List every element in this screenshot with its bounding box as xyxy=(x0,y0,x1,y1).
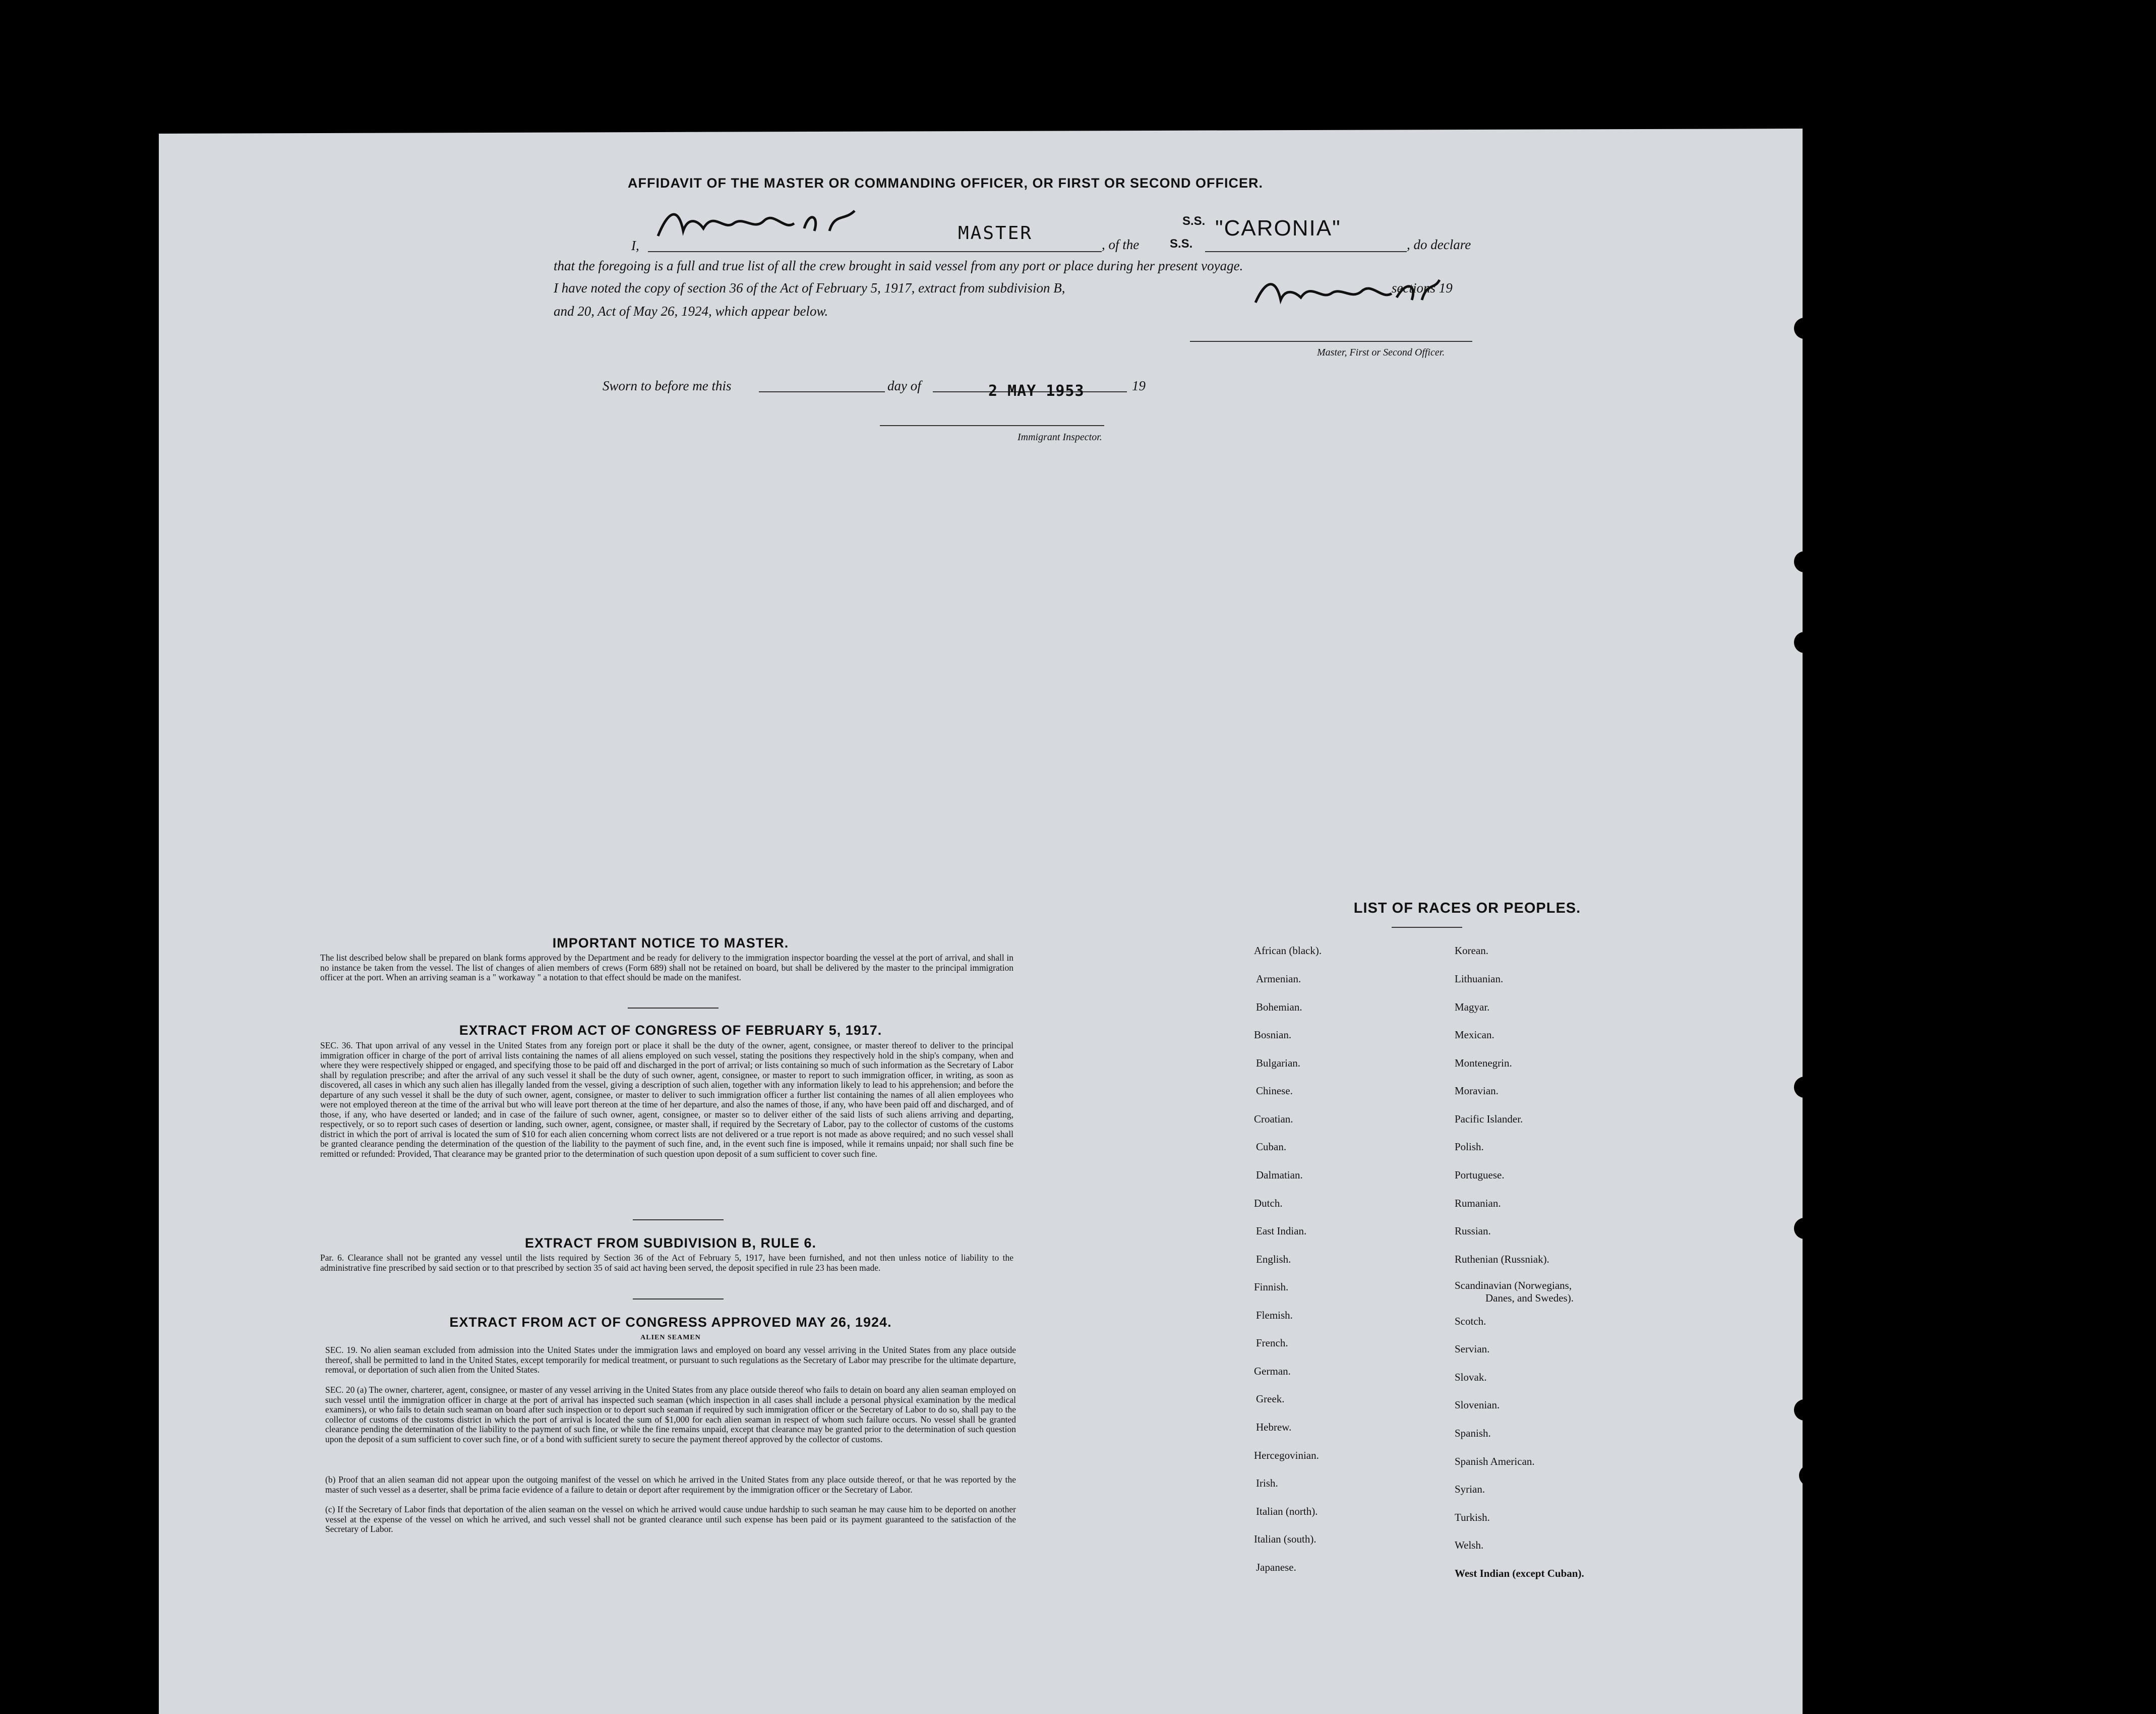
sworn-year: 19 xyxy=(1132,378,1146,393)
affidavit-body-line2: I have noted the copy of section 36 of the Act of February 5, 1917, extract from subdivision B, xyxy=(554,280,1065,295)
race-item: Italian (south). xyxy=(1254,1533,1316,1545)
extract-1917-text: SEC. 36. That upon arrival of any vessel in the United States from any foreign port or place it shall be the duty of the owner, agent, consignee, or master thereof to deliver to the principal immigration officer in charge of the port of arrival lists containing the names of all aliens employed on such vessel, stating the positions they respectively hold in the ship's company, when and where they were respectively shipped or engaged, and specifying those to be paid off and discharged in the port of arrival; or lists containing so much of such information as the Secretary of Labor shall by regulation prescribe; and after the arrival of any such vessel it shall be the duty of such owner, agent, consignee, or master to report to such immigration officer, in writing, as soon as discovered, all cases in which any such alien has illegally landed from the vessel, giving a description of such alien, together with any information likely to lead to his apprehension; and before the departure of any such vessel it shall be the duty of such owner, agent, consignee, or master to deliver to such immigration officer a further list containing the names of all alien employees who were not employed thereon at the time of the arrival but who will leave port thereon at the time of her departure, and also the names of those, if any, who have been paid off and discharged, and of those, if any, who have deserted or landed; and in case of the failure of such owner, agent, consignee, or master so to deliver either of the said lists of such aliens arriving and departing, respectively, or so to report such cases of desertion or landing, such owner, agent, consignee, or master shall, if required by the Secretary of Labor, pay to the collector of customs of the customs district in which the port of arrival is located the sum of $10 for each alien concerning whom correct lists are not delivered or a true report is not made as above required; and no such vessel shall be granted clearance pending the determination of the question of the liability to the payment of such fine, and, in the event such fine is imposed, while it remains unpaid; nor shall such fine be remitted or refunded: Provided, That clearance may be granted prior to the determination of such question upon deposit of a sum sufficient to cover such fine. xyxy=(320,1040,1013,1159)
race-item: East Indian. xyxy=(1256,1225,1307,1237)
punch-hole xyxy=(1799,1465,1820,1486)
race-item: Irish. xyxy=(1256,1477,1278,1489)
race-item: Magyar. xyxy=(1455,1001,1490,1013)
affidavit-do-declare: , do declare xyxy=(1407,237,1471,252)
affidavit-of-the: , of the xyxy=(1102,237,1140,252)
affidavit-body-line2-end: sections 19 xyxy=(1392,280,1453,295)
race-item: Syrian. xyxy=(1455,1483,1485,1495)
race-item: Spanish American. xyxy=(1455,1455,1535,1467)
race-item: Russian. xyxy=(1455,1225,1491,1237)
race-item: Servian. xyxy=(1455,1343,1490,1355)
race-item: Hercegovinian. xyxy=(1254,1449,1319,1461)
race-item: Lithuanian. xyxy=(1455,973,1504,985)
ship-name-line xyxy=(1205,251,1407,252)
race-item: Korean. xyxy=(1455,944,1489,957)
race-item: Mexican. xyxy=(1455,1029,1494,1041)
ship-prefix-typed: S.S. xyxy=(1182,214,1206,228)
punch-hole xyxy=(1794,1218,1815,1239)
race-item: Cuban. xyxy=(1256,1141,1287,1153)
section-divider xyxy=(633,1219,724,1220)
race-item: Flemish. xyxy=(1256,1309,1293,1321)
race-item: Rumanian. xyxy=(1455,1197,1501,1209)
race-item: Slovak. xyxy=(1455,1371,1487,1383)
notice-text: The list described below shall be prepared on blank forms approved by the Department and be ready for delivery to the immigration inspector boarding the vessel at the port of arrival, and shall in no instance be taken from the vessel. The list of changes of alien members of crews (Form 689) shall not be retained on board, but shall be delivered by the master to the principal immigration officer at the port. When an arriving seaman is a " workaway " a notation to that effect should be made on the manifest. xyxy=(320,953,1013,982)
signature-label: Master, First or Second Officer. xyxy=(1317,347,1445,358)
races-divider xyxy=(1392,927,1462,928)
extract-1917-title: EXTRACT FROM ACT OF CONGRESS OF FEBRUARY 5, 1917. xyxy=(459,1023,882,1038)
race-item: Bosnian. xyxy=(1254,1029,1292,1041)
punch-hole xyxy=(1794,632,1815,653)
race-item: Croatian. xyxy=(1254,1113,1293,1125)
race-item-continuation: Danes, and Swedes). xyxy=(1485,1292,1574,1304)
ship-prefix-printed: S.S. xyxy=(1170,237,1193,251)
race-item: Moravian. xyxy=(1455,1085,1499,1097)
race-item: French. xyxy=(1256,1337,1288,1349)
race-item: Spanish. xyxy=(1455,1427,1491,1439)
race-item: Bohemian. xyxy=(1256,1001,1302,1013)
inspector-label: Immigrant Inspector. xyxy=(1017,432,1102,443)
race-item: Armenian. xyxy=(1256,973,1301,985)
race-item: Turkish. xyxy=(1455,1511,1490,1523)
race-item: Polish. xyxy=(1455,1141,1484,1153)
race-item: Greek. xyxy=(1256,1393,1285,1405)
races-title: LIST OF RACES OR PEOPLES. xyxy=(1353,900,1581,916)
sworn-prefix: Sworn to before me this xyxy=(603,378,732,393)
master-signature xyxy=(653,201,865,246)
race-item: Bulgarian. xyxy=(1256,1057,1301,1069)
race-item: Finnish. xyxy=(1254,1281,1289,1293)
race-item: Scotch. xyxy=(1455,1315,1486,1327)
rank-typed: MASTER xyxy=(958,223,1033,244)
extract-1924-sec19: SEC. 19. No alien seaman excluded from admission into the United States under the immigration laws and employed on board any vessel arriving in the United States from any place outside thereof, shall be permitted to land in the United States, except temporarily for medical treatment, or pursuant to such regulations as the Secretary of Labor may prescribe for the ultimate departure, removal, or deportation of such alien from the United States. xyxy=(325,1345,1016,1375)
affidavit-body-line3: and 20, Act of May 26, 1924, which appear below. xyxy=(554,304,828,319)
race-item: Portuguese. xyxy=(1455,1169,1505,1181)
extract-1924-sec20c: (c) If the Secretary of Labor finds that deportation of the alien seaman on the vessel on which he arrived would cause undue hardship to such seaman he may cause him to be deported on another vessel at the expense of the vessel on which he arrived, and such vessel shall not be granted clearance until such expense has been paid or its payment guaranteed to the satisfaction of the Secretary of Labor. xyxy=(325,1504,1016,1534)
race-item: German. xyxy=(1254,1365,1291,1377)
race-item: Scandinavian (Norwegians, xyxy=(1455,1279,1572,1291)
sworn-day-of: day of xyxy=(887,378,921,393)
race-item: Dalmatian. xyxy=(1256,1169,1303,1181)
punch-hole xyxy=(1794,318,1815,339)
second-signature xyxy=(1250,272,1442,313)
date-stamp: 2 MAY 1953 xyxy=(988,382,1085,400)
extract-1924-title: EXTRACT FROM ACT OF CONGRESS APPROVED MAY 26, 1924. xyxy=(449,1315,892,1330)
race-item: Chinese. xyxy=(1256,1085,1293,1097)
notice-title: IMPORTANT NOTICE TO MASTER. xyxy=(552,935,789,951)
signature-line xyxy=(1190,341,1472,342)
race-item: West Indian (except Cuban). xyxy=(1455,1567,1584,1579)
extract-1924-sec20b: (b) Proof that an alien seaman did not appear upon the outgoing manifest of the vessel on which he arrived in the United States from any place outside thereof, or that he was reported by the master of such vessel as a deserter, shall be prima facie evidence of a failure to detain or deport after requirement by the immigration officer or the Secretary of Labor. xyxy=(325,1474,1016,1495)
race-item: Montenegrin. xyxy=(1455,1057,1512,1069)
ship-name: "CARONIA" xyxy=(1215,216,1341,241)
punch-hole xyxy=(1794,1077,1815,1098)
race-item: Italian (north). xyxy=(1256,1505,1318,1517)
affidavit-title: AFFIDAVIT OF THE MASTER OR COMMANDING OFFICER, OR FIRST OR SECOND OFFICER. xyxy=(628,175,1263,191)
section-divider xyxy=(633,1298,724,1299)
race-item: Pacific Islander. xyxy=(1455,1113,1523,1125)
affidavit-i-prefix: I, xyxy=(631,238,639,253)
affidavit-body-line1: that the foregoing is a full and true list of all the crew brought in said vessel from any port or place during her present voyage. xyxy=(554,258,1243,273)
race-item: Dutch. xyxy=(1254,1197,1283,1209)
extract-1924-sec20a: SEC. 20 (a) The owner, charterer, agent, consignee, or master of any vessel arriving in the United States from any place outside thereof who fails to detain on board any alien seaman employed on such vessel until the immigration officer in charge at the port of arrival has inspected such seaman (which inspection in all cases shall include a personal physical examination by the medical examiners), or who fails to detain such seaman on board after such inspection or to deport such seaman if required by such immigration officer or the Secretary of Labor to do so, shall pay to the collector of customs of the customs district in which the port of arrival is located the sum of $1,000 for each alien seaman in respect of whom such failure occurs. No vessel shall be granted clearance pending the determination of the liability to the payment of such fine, or while the fine remains unpaid, except that clearance may be granted prior to the determination of such question upon the deposit of a sum sufficient to cover such fine, or of a bond with sufficient surety to secure the payment thereof approved by the collector of customs. xyxy=(325,1385,1016,1444)
punch-hole xyxy=(1794,551,1815,572)
race-item: Ruthenian (Russniak). xyxy=(1455,1253,1549,1265)
race-item: English. xyxy=(1256,1253,1291,1265)
subdivision-b-title: EXTRACT FROM SUBDIVISION B, RULE 6. xyxy=(524,1235,817,1251)
race-item: Slovenian. xyxy=(1455,1399,1500,1411)
section-divider xyxy=(628,1008,718,1009)
subdivision-b-text: Par. 6. Clearance shall not be granted any vessel until the lists required by Section 36 of the Act of February 5, 1917, have been furnished, and not then unless notice of liability to the administrative fine prescribed by said section or to that prescribed by section 35 of said act having been served, the deposit specified in rule 23 has been made. xyxy=(320,1253,1013,1273)
race-item: Hebrew. xyxy=(1256,1421,1292,1433)
race-item: African (black). xyxy=(1254,944,1322,957)
inspector-line xyxy=(880,425,1104,426)
race-item: Japanese. xyxy=(1256,1561,1296,1573)
sworn-day-line xyxy=(759,391,885,392)
punch-hole xyxy=(1794,1399,1815,1421)
extract-1924-subtitle: ALIEN SEAMEN xyxy=(640,1334,701,1341)
affidavit-name-line xyxy=(648,251,1102,252)
race-item: Welsh. xyxy=(1455,1539,1484,1551)
